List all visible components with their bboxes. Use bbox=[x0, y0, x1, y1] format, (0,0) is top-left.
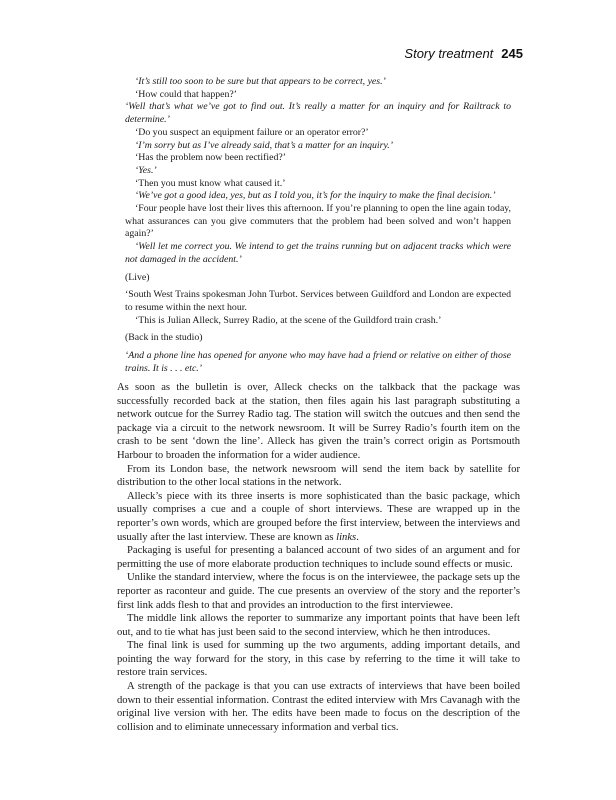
transcript-line: ‘Has the problem now been rectified?’ bbox=[135, 152, 286, 164]
body-paragraph bbox=[117, 381, 520, 463]
paragraph-tail: . bbox=[356, 531, 359, 543]
paragraph-text: As soon as the bulletin is over, Alleck checks on the talkback that the package was successfully recorded back at the station, then files again his last paragraph substituting a network outcue for the Surrey Radio tag. The station will switch the outcues and then send the package via a circuit to the network newsroom. It will be Surrey Radio’s fourth item on the crash to be sent ‘down the line’. Alleck has given the train’s correct origin as Portsmouth Harbour to broaden the information for a wider audience. bbox=[117, 382, 520, 461]
running-header bbox=[404, 46, 523, 61]
paragraph-text: A strength of the package is that you can use extracts of interviews that have been boiled down to their essential information. Contrast the edited interview with Mrs Cavanagh with the original live version with her. The edits have been made to focus on the description of the collision and to eliminate unnecessary information and verbal tics. bbox=[117, 681, 520, 733]
transcript-line: ‘I’m sorry but as I’ve already said, that’s a matter for an inquiry.’ bbox=[135, 139, 393, 151]
transcript-line: ‘Yes.’ bbox=[135, 164, 157, 176]
emphasized-term: links bbox=[336, 531, 357, 543]
page-number: 245 bbox=[501, 46, 523, 61]
paragraph-text: Unlike the standard interview, where the focus is on the interviewee, the package sets up the reporter as raconteur and guide. The cue presents an overview of the story and the reporter’s first link adds flesh to that and provides an introduction to the first interviewee. bbox=[117, 572, 520, 611]
paragraph-text: The final link is used for summing up the two arguments, adding important details, and pointing the way forward for the story, in this case by referring to the time it will take to restore train services. bbox=[117, 640, 520, 679]
transcript-line: ‘We’ve got a good idea, yes, but as I told you, it’s for the inquiry to make the final decision.’ bbox=[135, 190, 496, 202]
transcript-line: ‘Well that’s what we’ve got to find out. It’s really a matter for an inquiry and for Railtrack to determine.’ bbox=[125, 101, 511, 126]
body-paragraph bbox=[117, 571, 520, 612]
paragraph-text: From its London base, the network newsroom will send the item back by satellite for distribution to the other local stations in the network. bbox=[117, 463, 520, 489]
transcript-line: ‘Then you must know what caused it.’ bbox=[135, 177, 286, 189]
section-title: Story treatment bbox=[404, 46, 494, 61]
transcript-line: ‘This is Julian Alleck, Surrey Radio, at the scene of the Guildford train crash.’ bbox=[135, 314, 442, 326]
paragraph-text: Packaging is useful for presenting a balanced account of two sides of an argument and for permitting the use of more elaborate production techniques to include sound effects or music. bbox=[117, 545, 520, 570]
transcript-line: ‘Four people have lost their lives this afternoon. If you’re planning to open the line again today, what assurances can you give commuters that the problem had been solved and won’t happen again?’ bbox=[125, 203, 511, 240]
paragraph-text: Alleck’s piece with its three inserts is more sophisticated than the basic package, which usually comprises a cue and a couple of short interviews. These are wrapped up in the reporter’s own words, which are grouped before the first interview, between the interviews and usually after the last interview. These are known as bbox=[117, 490, 520, 543]
transcript-line: ‘South West Trains spokesman John Turbot. Services between Guildford and London are expected to resume within the next hour. bbox=[125, 289, 511, 313]
body-paragraph bbox=[117, 463, 520, 490]
body-paragraph bbox=[117, 612, 520, 639]
transcript-line: ‘And a phone line has opened for anyone who may have had a friend or relative on either of those trains. It is . . . etc.’ bbox=[125, 350, 511, 374]
body-paragraph bbox=[117, 680, 520, 734]
body-paragraph bbox=[117, 639, 520, 680]
news-transcript bbox=[125, 76, 511, 375]
body-paragraph bbox=[117, 490, 520, 544]
paragraph-text: The middle link allows the reporter to summarize any important points that have been left out, and to tie what has just been said to the second interview, which he then introduces. bbox=[117, 613, 520, 638]
transcript-line: (Live) bbox=[125, 271, 150, 283]
transcript-line: ‘How could that happen?’ bbox=[135, 88, 238, 100]
transcript-line: (Back in the studio) bbox=[125, 332, 203, 344]
transcript-line: ‘Do you suspect an equipment failure or an operator error?’ bbox=[135, 126, 369, 138]
body-paragraph bbox=[117, 544, 520, 571]
transcript-line: ‘It’s still too soon to be sure but that appears to be correct, yes.’ bbox=[135, 76, 386, 87]
body-text bbox=[117, 381, 520, 734]
transcript-line: ‘Well let me correct you. We intend to get the trains running but on adjacent tracks which were not damaged in the accident.’ bbox=[125, 241, 511, 265]
